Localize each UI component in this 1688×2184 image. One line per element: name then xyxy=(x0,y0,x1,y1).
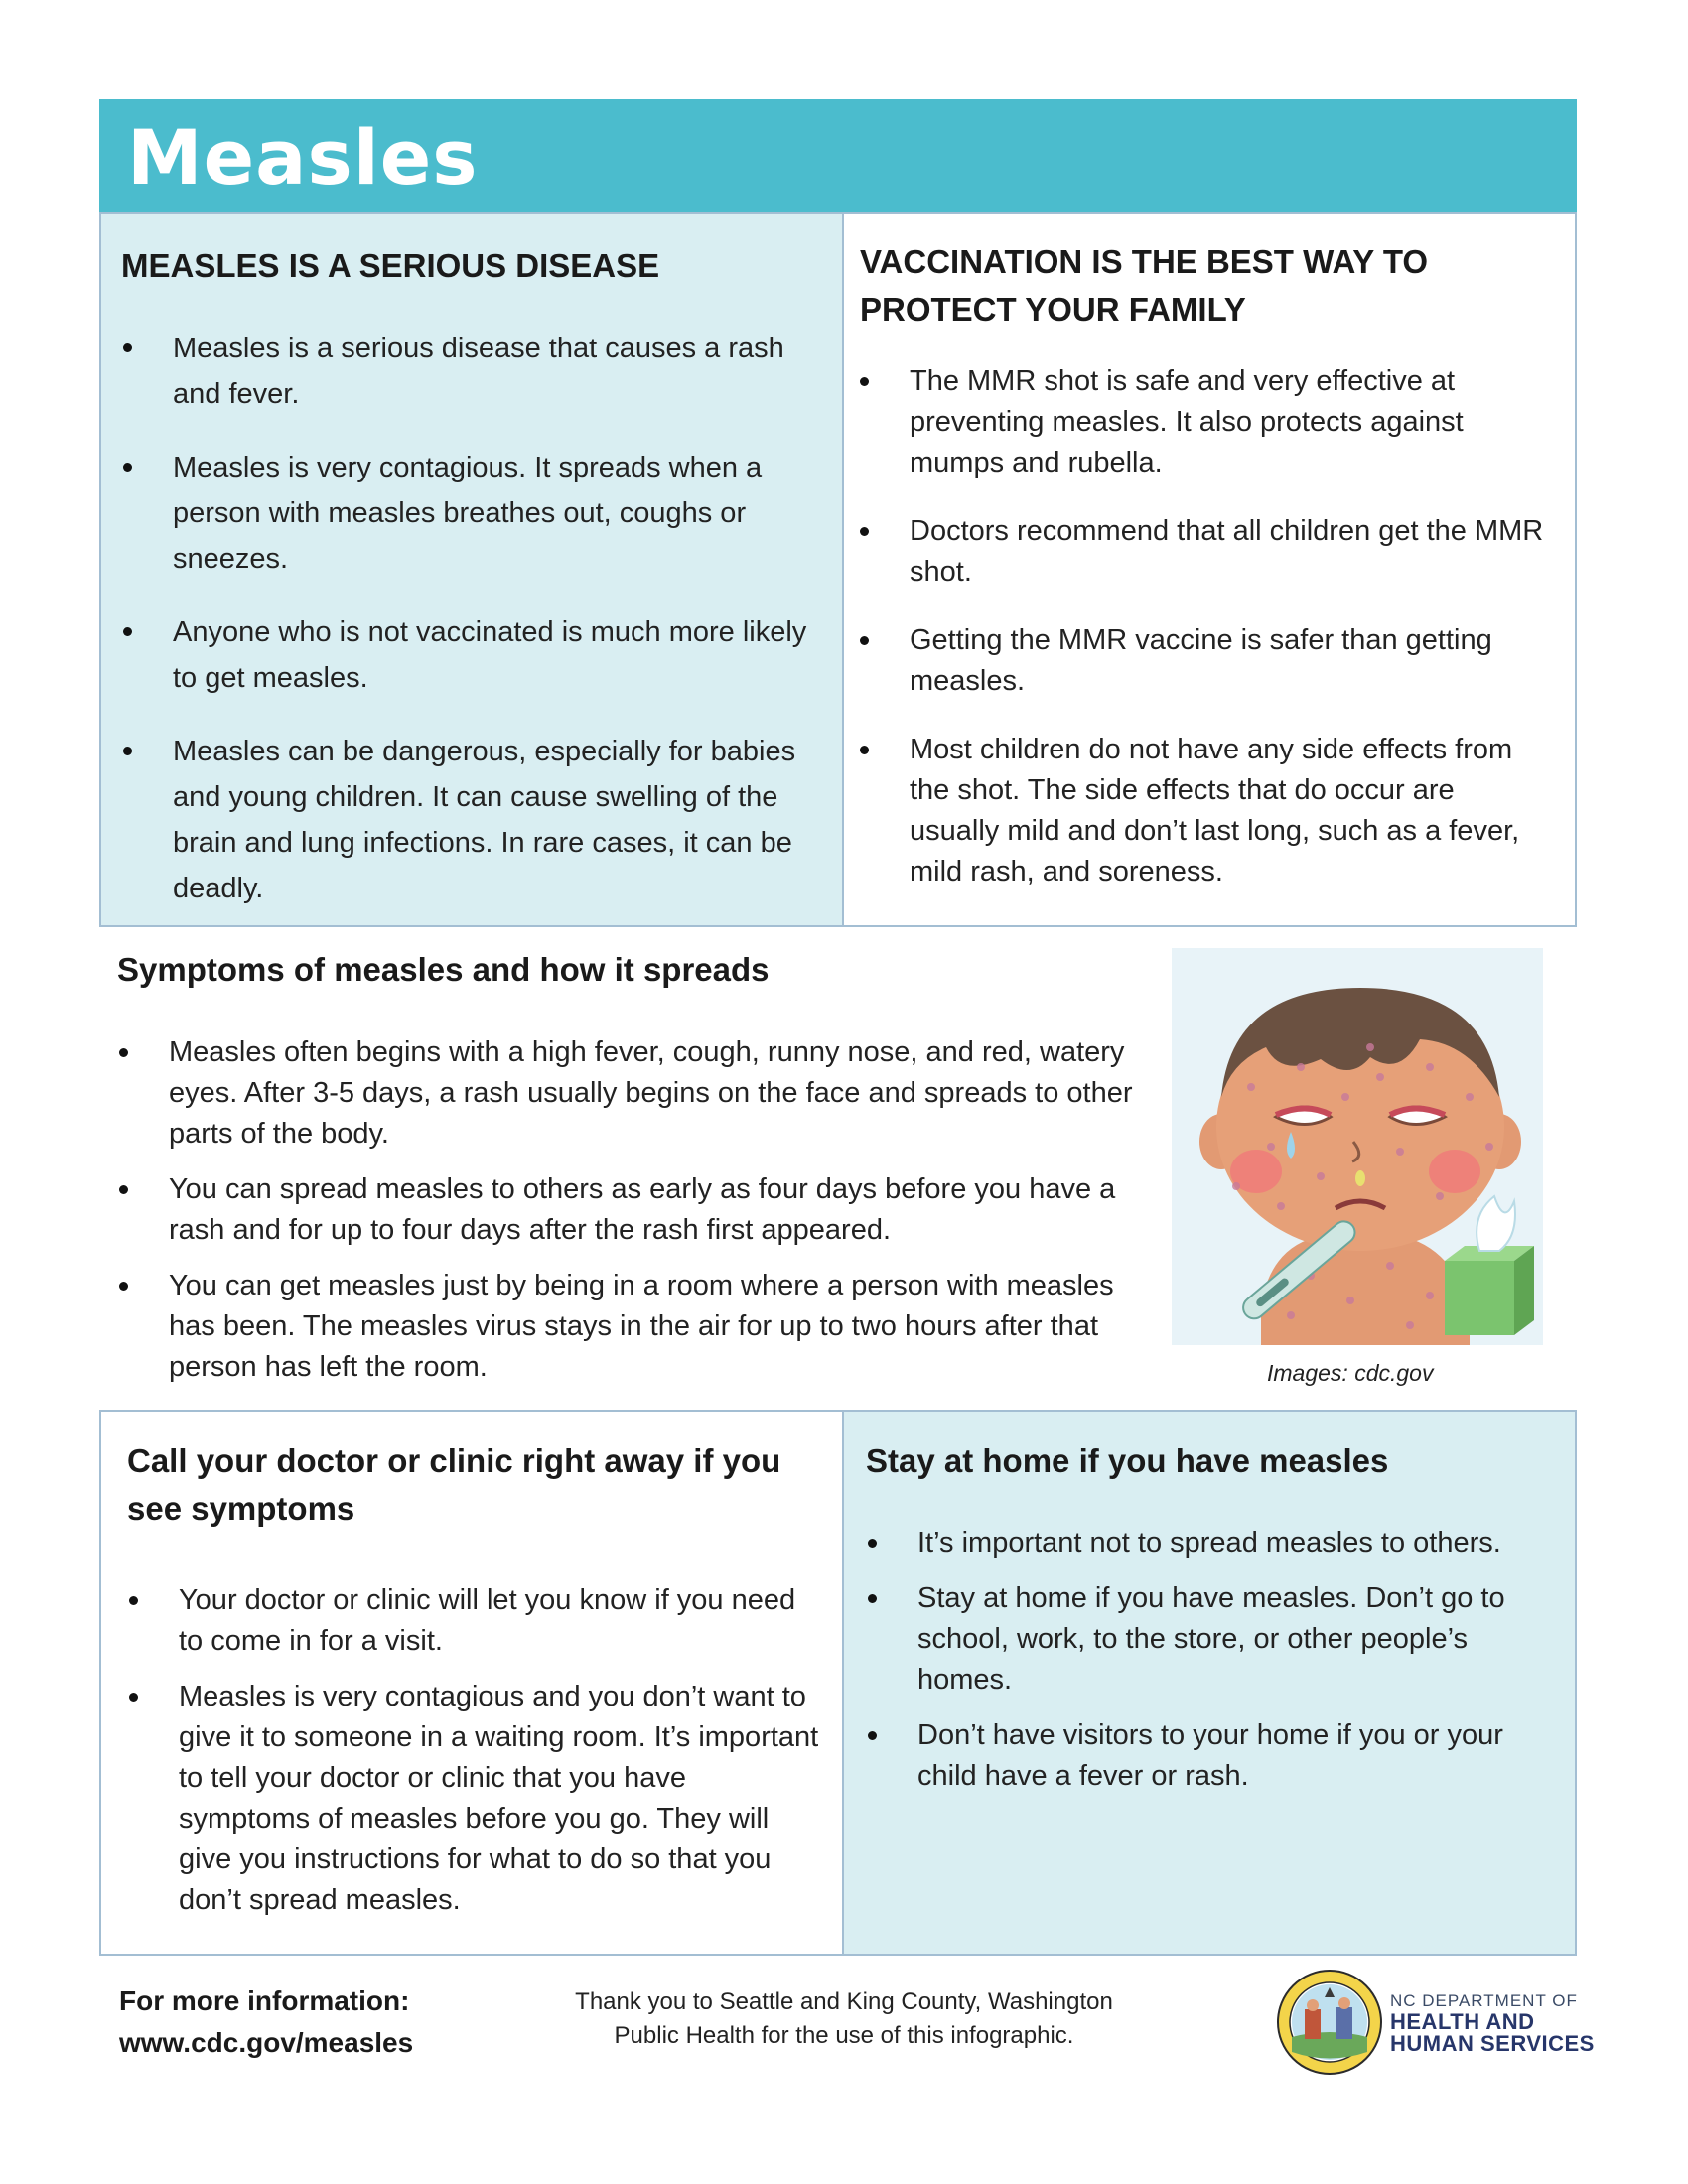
bullet-icon xyxy=(123,343,132,352)
list-item: Measles is a serious disease that causes a rash and fever. xyxy=(123,326,808,417)
sick-child-illustration xyxy=(1172,948,1543,1345)
thanks-line-1: Thank you to Seattle and King County, Washington xyxy=(575,1988,1113,2015)
more-info-label: For more information: xyxy=(119,1985,410,2016)
bullet-icon xyxy=(868,1539,877,1548)
page-title: Measles xyxy=(127,113,479,202)
title-banner xyxy=(99,99,1577,212)
bullet-icon xyxy=(123,463,132,472)
list-item: Anyone who is not vaccinated is much more likely to get measles. xyxy=(123,610,808,701)
list-item: Your doctor or clinic will let you know if you need to come in for a visit. xyxy=(129,1580,824,1662)
list-item: Most children do not have any side effects from the shot. The side effects that do occur are usually mild and don’t last long, such as a fever, mild rash, and soreness. xyxy=(860,730,1545,892)
list-item: You can get measles just by being in a room where a person with measles has been. The measles virus stays in the air for up to two hours after that person has left the room. xyxy=(119,1266,1142,1388)
list-item: Don’t have visitors to your home if you or your child have a fever or rash. xyxy=(868,1715,1543,1797)
stay-home-heading: Stay at home if you have measles xyxy=(866,1442,1389,1479)
bullet-icon xyxy=(868,1594,877,1603)
vaccination-list xyxy=(860,361,1545,892)
list-item: You can spread measles to others as early as four days before you have a rash and for up to four days after the rash first appeared. xyxy=(119,1169,1142,1251)
serious-disease-list xyxy=(123,326,808,911)
call-doctor-list xyxy=(129,1580,824,1921)
bullet-icon xyxy=(860,527,869,536)
vaccination-box xyxy=(842,212,1577,927)
bullet-icon xyxy=(119,1185,128,1194)
bullet-icon xyxy=(860,636,869,645)
sick-child-icon xyxy=(1172,948,1543,1345)
org-line-2: HEALTH AND xyxy=(1390,2009,1535,2034)
symptoms-list xyxy=(119,1032,1142,1388)
state-seal-icon xyxy=(1275,1968,1384,2077)
call-doctor-heading: Call your doctor or clinic right away if you see symptoms xyxy=(127,1442,781,1527)
nc-seal-logo xyxy=(1275,1968,1384,2077)
list-item: The MMR shot is safe and very effective at preventing measles. It also protects against mumps and rubella. xyxy=(860,361,1545,483)
list-item: Measles often begins with a high fever, cough, runny nose, and red, watery eyes. After 3-5 days, a rash usually begins on the face and spreads to other parts of the body. xyxy=(119,1032,1142,1155)
bullet-icon xyxy=(123,747,132,755)
serious-disease-heading: MEASLES IS A SERIOUS DISEASE xyxy=(121,247,660,284)
bullet-icon xyxy=(119,1048,128,1057)
symptoms-heading: Symptoms of measles and how it spreads xyxy=(117,951,770,988)
bullet-icon xyxy=(129,1693,138,1702)
bullet-icon xyxy=(860,377,869,386)
bullet-icon xyxy=(123,627,132,636)
serious-disease-box xyxy=(99,212,844,927)
thanks-note xyxy=(536,1985,1152,2053)
vaccination-heading: VACCINATION IS THE BEST WAY TO PROTECT YOUR FAMILY xyxy=(860,243,1429,328)
thanks-line-2: Public Health for the use of this infographic. xyxy=(614,2022,1074,2049)
bullet-icon xyxy=(860,746,869,754)
org-line-3: HUMAN SERVICES xyxy=(1390,2031,1595,2056)
org-line-1: NC DEPARTMENT OF xyxy=(1390,1991,1578,2010)
bullet-icon xyxy=(119,1282,128,1291)
bullet-icon xyxy=(868,1731,877,1740)
call-doctor-box xyxy=(99,1410,844,1956)
list-item: Doctors recommend that all children get the MMR shot. xyxy=(860,511,1545,593)
list-item: It’s important not to spread measles to others. xyxy=(868,1523,1543,1564)
stay-home-box xyxy=(842,1410,1577,1956)
bullet-icon xyxy=(129,1596,138,1605)
image-caption: Images: cdc.gov xyxy=(1267,1360,1434,1386)
more-info xyxy=(119,1980,413,2064)
stay-home-list xyxy=(868,1523,1543,1797)
list-item: Measles can be dangerous, especially for babies and young children. It can cause swelling of the brain and lung infections. In rare cases, it can be deadly. xyxy=(123,729,808,911)
list-item: Measles is very contagious and you don’t want to give it to someone in a waiting room. It’s important to tell your doctor or clinic that you have symptoms of measles before you go. They will give you instructions for what to do so that you don’t spread measles. xyxy=(129,1677,824,1921)
list-item: Measles is very contagious. It spreads when a person with measles breathes out, coughs or sneezes. xyxy=(123,445,808,582)
more-info-link[interactable]: www.cdc.gov/measles xyxy=(119,2027,414,2058)
nc-dhhs-logo-text xyxy=(1390,1991,1595,2055)
list-item: Getting the MMR vaccine is safer than getting measles. xyxy=(860,620,1545,702)
list-item: Stay at home if you have measles. Don’t go to school, work, to the store, or other people’s homes. xyxy=(868,1578,1543,1701)
